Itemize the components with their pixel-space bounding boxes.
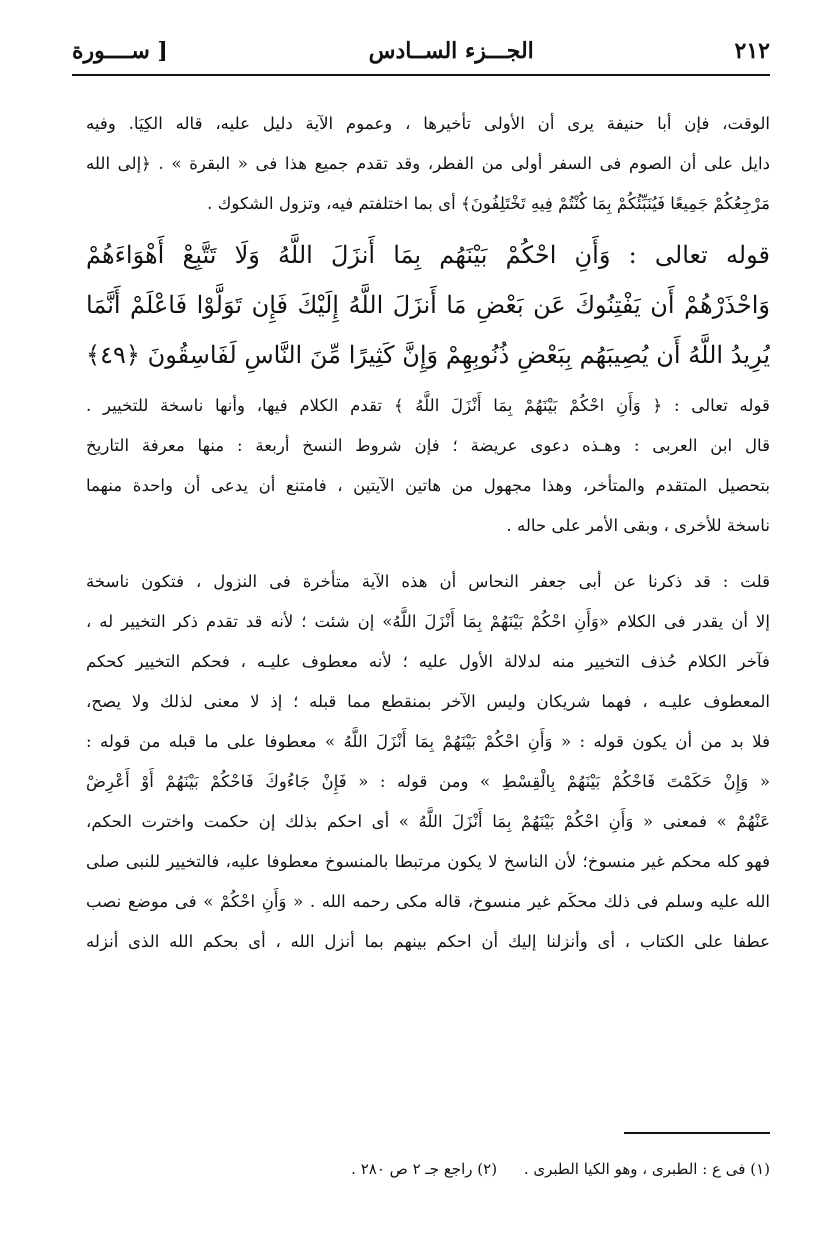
text-line: قلت : قد ذكرنا عن أبى جعفر النحاس أن هذه الآية متأخرة فى النزول ، فتكون ناسخة [86,572,770,591]
text-line: فآخر الكلام حُذف التخيير منه لدلالة الأول عليه ؛ لأنه معطوف عليـه ، فحكم التخيير كحكم [86,652,770,671]
part-title: الجـــزء الســادس [368,38,534,64]
text-line: عطفا على الكتاب ، أى وأنزلنا إليك أن احكم بينهم بما أنزل الله ، أى بحكم الله الذى أنزله [86,932,770,951]
running-header [72,30,770,72]
footnotes [230,1160,770,1178]
text-line: عَنْهُمْ » فمعنى « وَأَنِ احْكُمْ بَيْنَهُمْ بِمَا أَنْزَلَ اللَّهُ » أى احكم بذلك إن حكمت واخترت الحكم، [86,812,770,831]
quran-verse-line: يُرِيدُ اللَّهُ أَن يُصِيبَهُم بِبَعْضِ ذُنُوبِهِمْ وَإِنَّ كَثِيرًا مِّنَ النَّاسِ لَفَاسِقُونَ ﴿٤٩﴾ [86,341,770,369]
text-line: قال ابن العربى : وهـذه دعوى عريضة ؛ فإن شروط النسخ أربعة : منها معرفة التاريخ [86,436,770,455]
quran-verse-line: وَاحْذَرْهُمْ أَن يَفْتِنُوكَ عَن بَعْضِ مَا أَنزَلَ اللَّهُ إِلَيْكَ فَإِن تَوَلَّوْا فَاعْلَمْ أَنَّمَا [86,291,770,319]
text-line: دايل على أن الصوم فى السفر أولى من الفطر، وقد تقدم جميع هذا فى « البقرة » . ﴿إلى الله [86,154,770,173]
text-line: « وَإِنْ حَكَمْتَ فَاحْكُمْ بَيْنَهُمْ بِالْقِسْطِ » ومن قوله : « فَإِنْ جَاءُوكَ فَاحْكُمْ بَيْنَهُمْ أَوْ أَعْرِضْ [86,772,770,791]
text-line: فلا بد من أن يكون قوله : « وَأَنِ احْكُمْ بَيْنَهُمْ بِمَا أَنْزَلَ اللَّهُ » معطوفا على ما قبله من قوله : [86,732,770,751]
text-line: الوقت، فإن أبا حنيفة يرى أن الأولى تأخيرها ، وعموم الآية دليل عليه، قاله الكِيَا. وفيه [86,114,770,133]
text-line: الله عليه وسلم فى ذلك محكَم غير منسوخ، قاله مكى رحمه الله . « وَأَنِ احْكُمْ » فى موضع نصب [86,892,770,911]
main-text [86,104,770,962]
page-number: ٢١٢ [734,38,770,64]
header-rule [72,74,770,76]
footnote-1: (١) فى ع : الطبرى ، وهو الكيا الطبرى . [523,1160,770,1178]
text-line: بتحصيل المتقدم والمتأخر، وهذا مجهول من هاتين الآيتين ، فامتنع أن يدعى أن واحدة منهما [86,476,770,495]
text-line: إلا أن يقدر فى الكلام «وَأَنِ احْكُمْ بَيْنَهُمْ بِمَا أَنْزَلَ اللَّهُ» إن شئت ؛ لأنه قد تقدم ذكر التخيير له ، [86,612,770,631]
text-line: فهو كله محكم غير منسوخ؛ لأن الناسخ لا يكون مرتبطا بالمنسوخ معطوفا عليه، فالتخيير للنبى صلى [86,852,770,871]
footnote-2: (٢) راجع جـ ٢ ص ٢٨٠ . [351,1160,498,1178]
text-line: ناسخة للأخرى ، وبقى الأمر على حاله . [506,516,770,535]
text-line: المعطوف عليـه ، فهما شريكان وليس الآخر بمنقطع مما قبله ؛ إذ لا معنى لذلك ولا يصح، [86,692,770,711]
text-line: قوله تعالى : ﴿ وَأَنِ احْكُمْ بَيْنَهُمْ بِمَا أَنْزَلَ اللَّهُ ﴾ تقدم الكلام فيها، وأنها ناسخة للتخيير . [86,396,770,415]
quran-verse-line: قوله تعالى : وَأَنِ احْكُمْ بَيْنَهُم بِمَا أَنزَلَ اللَّهُ وَلَا تَتَّبِعْ أَهْوَاءَهُمْ [86,241,770,269]
surah-label: [ ســــورة [72,38,168,64]
text-line: مَرْجِعُكُمْ جَمِيعًا فَيُنَبِّئُكُمْ بِمَا كُنْتُمْ فِيهِ تَخْتَلِفُونَ﴾ أى بما اختلفتم فيه، وتزول الشكوك . [207,194,770,213]
footnote-rule [624,1132,770,1134]
